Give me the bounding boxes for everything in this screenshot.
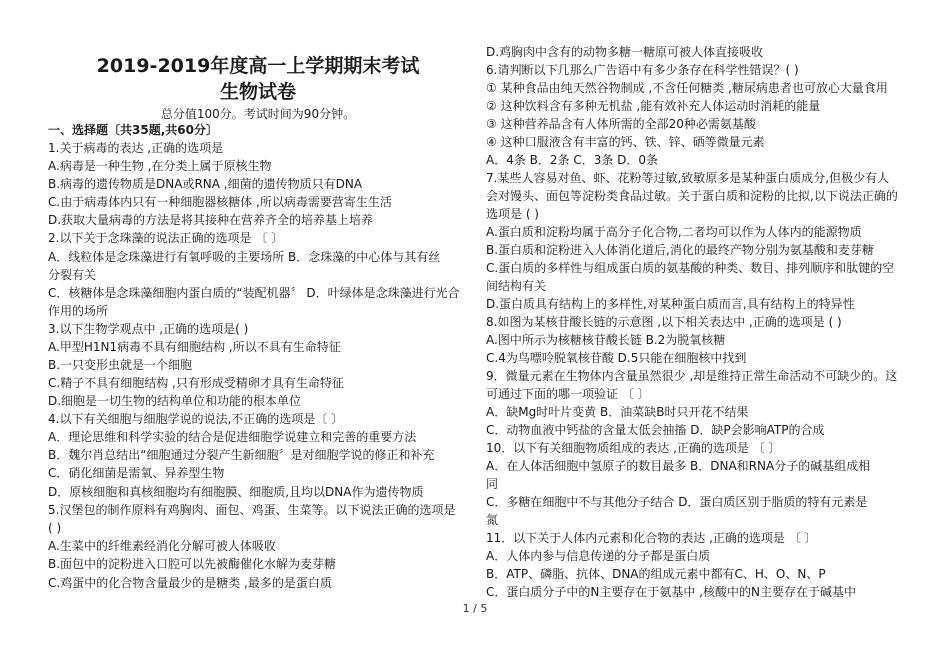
question-line: 4.以下有关细胞与细胞学说的说法,不正确的选项是〔 〕 (48, 412, 344, 426)
option-line: A.生菜中的纤维素经消化分解可被人体吸收 (48, 539, 276, 553)
exam-subject: 生物试卷 (219, 81, 296, 103)
option-line: ④ 这种口服液含有丰富的钙、铁、锌、硒等微量元素 (486, 135, 765, 149)
question-line: 7.某些人容易对鱼、虾、花粉等过敏,致敏原多是某种蛋白质成分,但极少有人 (486, 171, 890, 185)
option-line: A．人体内参与信息传递的分子都是蛋白质 (486, 549, 711, 563)
question-line: 选项是 ( ) (486, 207, 539, 221)
option-line: ② 这种饮料含有多种无机盐 ,能有效补充人体运动时消耗的能量 (486, 99, 821, 113)
question-line: 5.汉堡包的制作原料有鸡胸肉、面包、鸡蛋、生菜等。以下说法正确的选项是 (48, 503, 456, 517)
option-line: A．线粒体是念珠藻进行有氧呼吸的主要场所 B．念珠藻的中心体与其有丝 (48, 250, 441, 264)
option-line: B.面包中的淀粉进入口腔可以先被酶催化水解为麦芽糖 (48, 557, 337, 571)
page-number: 1 / 5 (462, 602, 488, 615)
option-line: 作用的场所 (48, 304, 109, 318)
option-line: C．多糖在细胞中不与其他分子结合 D．蛋白质区别于脂质的特有元素是 (486, 495, 868, 509)
option-line: A.甲型H1N1病毒不具有细胞结构 ,所以不具有生命特征 (48, 340, 341, 354)
option-line: C.4为鸟嘌呤脱氧核苷酸 D.5只能在细胞核中找到 (486, 351, 747, 365)
option-line: 氮 (486, 513, 499, 527)
option-line: C．硝化细菌是需氧、异养型生物 (48, 466, 225, 480)
question-line: 10．以下有关细胞物质组成的表达 ,正确的选项是 〔 〕 (486, 441, 781, 455)
option-line: C．蛋白质分子中的N主要存在于氨基中 ,核酸中的N主要存在于碱基中 (486, 585, 856, 599)
question-line: 6.请判断以下几那么广告语中有多少条存在科学性错误？( ) (486, 63, 799, 77)
question-line: 1.关于病毒的表达 ,正确的选项是 (48, 141, 224, 155)
option-line: C.蛋白质的多样性与组成蛋白质的氨基酸的种类、数目、排列顺序和肽键的空 (486, 261, 895, 275)
section-heading: 一、选择题〔共35题,共60分〕 (48, 123, 218, 137)
question-line: 8.如图为某核苷酸长链的示意图 ,以下相关表达中 ,正确的选项是 ( ) (486, 315, 842, 329)
option-line: B.病毒的遗传物质是DNA或RNA ,细菌的遗传物质只有DNA (48, 177, 363, 191)
option-line: C．核糖体是念珠藻细胞内蛋白质的“装配机器〞 D．叶绿体是念珠藻进行光合 (48, 286, 460, 300)
option-line: B．ATP、磷脂、抗体、DNA的组成元素中都有C、H、O、N、P (486, 567, 826, 581)
option-line: ③ 这种营养品含有人体所需的全部20种必需氨基酸 (486, 117, 756, 131)
option-line: ( ) (48, 521, 62, 535)
option-line: D.蛋白质具有结构上的多样性,对某种蛋白质而言,具有结构上的特异性 (486, 297, 855, 311)
question-line: 可通过下面的哪一项验证 〔 〕 (486, 387, 650, 401)
question-line: 3.以下生物学观点中 ,正确的选项是( ) (48, 322, 249, 336)
option-line: A.病毒是一种生物 ,在分类上属于原核生物 (48, 159, 272, 173)
option-line: A．理论思维和科学实验的结合是促进细胞学说建立和完善的重要方法 (48, 430, 417, 444)
option-line: 分裂有关 (48, 268, 97, 282)
question-line: 2.以下关于念珠藻的说法正确的选项是 〔 〕 (48, 231, 284, 245)
option-line: C.精子不具有细胞结构 ,只有形成受精卵才具有生命特征 (48, 376, 344, 390)
option-line: A．缺Mg时叶片变黄 B．油菜缺B时只开花不结果 (486, 405, 749, 419)
option-line: B.蛋白质和淀粉进入人体消化道后,消化的最终产物分别为氨基酸和麦芽糖 (486, 243, 874, 257)
exam-title: 2019-2019年度高一上学期期末考试 (96, 55, 420, 77)
option-line: D.获取大量病毒的方法是将其接种在营养齐全的培养基上培养 (48, 213, 374, 227)
option-line: C.鸡蛋中的化合物含量最少的是糖类 ,最多的是蛋白质 (48, 576, 332, 590)
question-line: 会对馒头、面包等淀粉类食品过敏。关于蛋白质和淀粉的比拟,以下说法正确的 (486, 189, 898, 203)
option-line: A.蛋白质和淀粉均属于高分子化合物,二者均可以作为人体内的能源物质 (486, 225, 862, 239)
option-line: B．魏尔肖总结出“细胞通过分裂产生新细胞〞是对细胞学说的修正和补充 (48, 448, 435, 462)
option-line: D．原核细胞和真核细胞均有细胞膜、细胞质,且均以DNA作为遗传物质 (48, 485, 424, 499)
option-line: A．4条 B．2条 C．3条 D．0条 (486, 153, 659, 167)
option-line: 同 (486, 477, 499, 491)
option-line: D.细胞是一切生物的结构单位和功能的根本单位 (48, 394, 302, 408)
option-line: A．在人体活细胞中氢原子的数目最多 B．DNA和RNA分子的碱基组成相 (486, 459, 871, 473)
option-line: B.一只变形虫就是一个细胞 (48, 358, 193, 372)
exam-info: 总分值100分。考试时间为90分钟。 (160, 107, 356, 121)
option-line: A.图中所示为核糖核苷酸长链 B.2为脱氧核糖 (486, 333, 726, 347)
option-line: 间结构有关 (486, 279, 547, 293)
option-line: C.由于病毒体内只有一种细胞器核糖体 ,所以病毒需要营寄生生活 (48, 195, 392, 209)
option-line: C．动物血液中钙盐的含量太低会抽搐 D．缺P会影响ATP的合成 (486, 423, 825, 437)
question-line: 9．微量元素在生物体内含量虽然很少 ,却是维持正常生命活动不可缺少的。这 (486, 369, 898, 383)
option-line: D.鸡胸肉中含有的动物多糖一糖原可被人体直接吸收 (486, 45, 764, 59)
question-line: 11．以下关于人体内元素和化合物的表达 ,正确的选项是 〔 〕 (486, 531, 817, 545)
option-line: ① 某种食品由纯天然谷物制成 ,不含任何糖类 ,糖尿病患者也可放心大量食用 (486, 81, 888, 95)
